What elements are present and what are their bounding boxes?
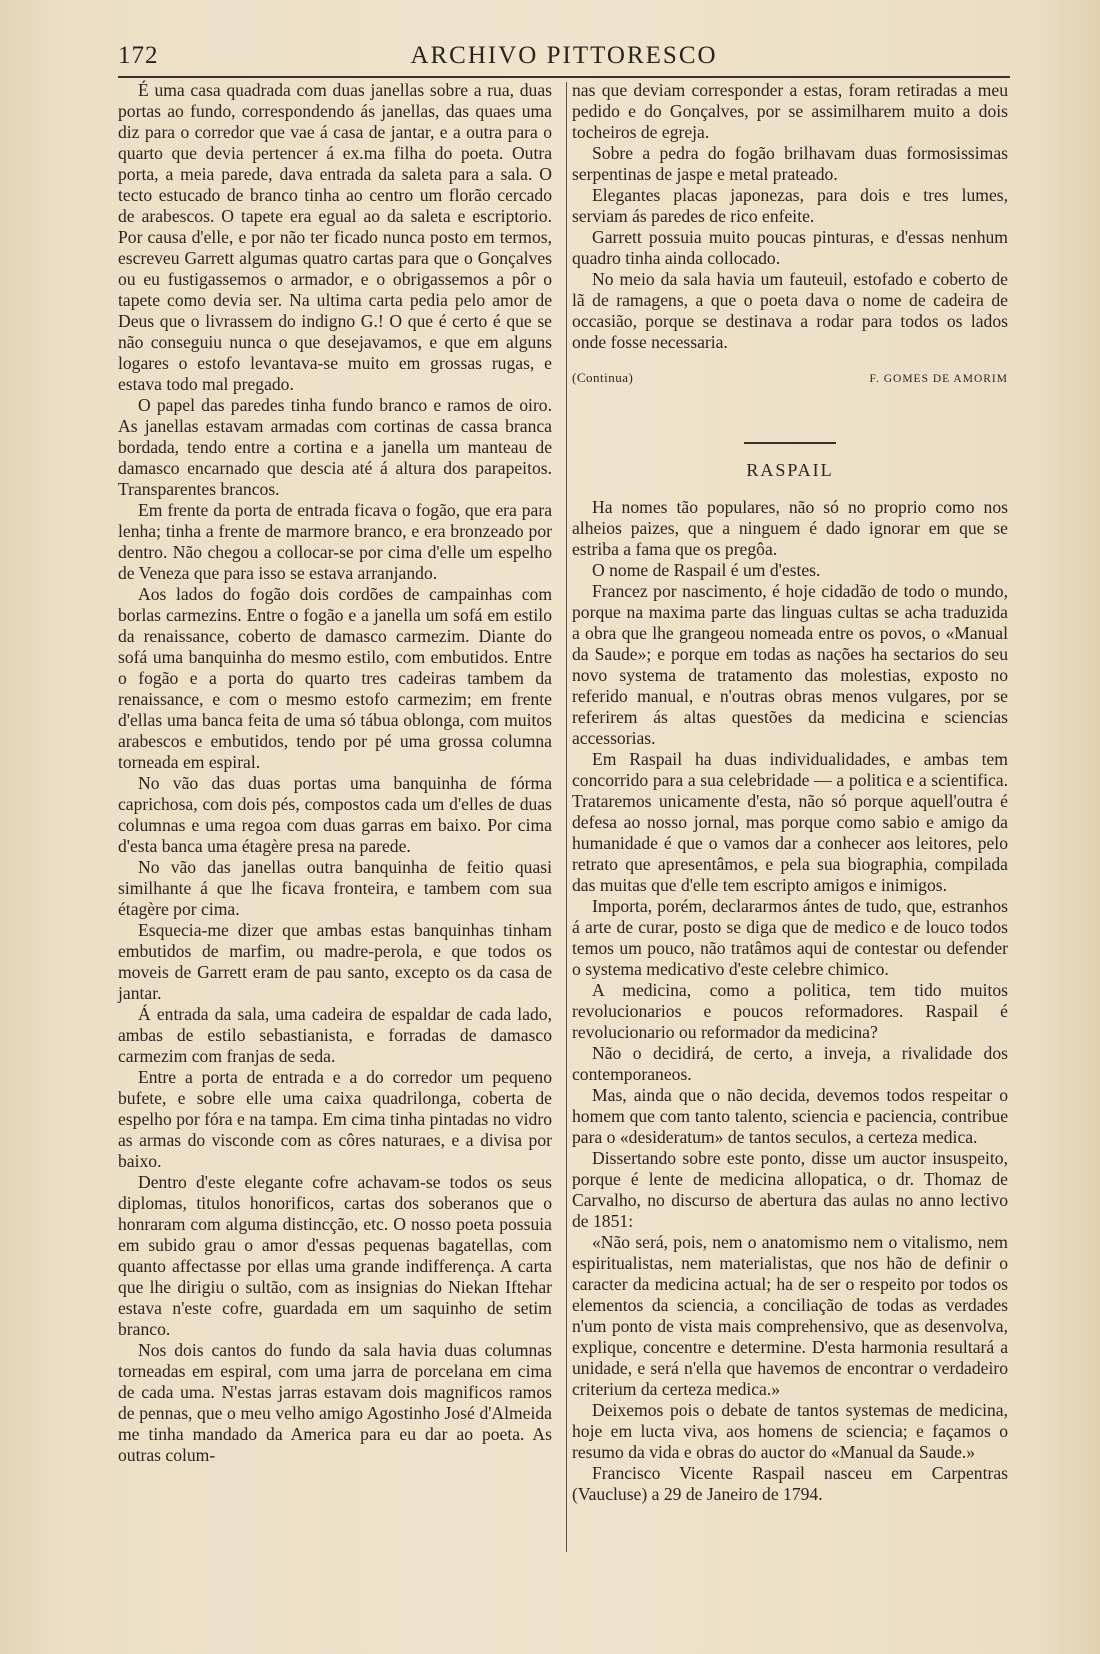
paragraph: Francisco Vicente Raspail nasceu em Carpentras (Vaucluse) a 29 de Janeiro de 1794. [572,1463,1008,1504]
paragraph: Á entrada da sala, uma cadeira de espaldar de cada lado, ambas de estilo sebastianista, e forradas de damasco carmezim com franjas de seda. [118,1004,552,1066]
paragraph: No meio da sala havia um fauteuil, estofado e coberto de lã de ramagens, a que o poeta dava o nome de cadeira de occasião, porque se destinava a rodar para todos os lados onde fosse necessaria. [572,269,1008,352]
paragraph: No vão das duas portas uma banquinha de fórma caprichosa, com dois pés, compostos cada um d'elles de duas columnas e uma regoa com duas garras em baixo. Por cima d'esta banca uma étagère presa na parede. [118,773,552,856]
paragraph: Importa, porém, declararmos ántes de tudo, que, estranhos á arte de curar, posto se diga que de medico e de louco todos temos um pouco, não tratâmos aqui de contestar ou defender o systema medicativo d'este celebre chimico. [572,896,1008,979]
paragraph: Esquecia-me dizer que ambas estas banquinhas tinham embutidos de marfim, ou madre-perola, e que todos os moveis de Garrett eram de pau santo, excepto os da casa de jantar. [118,920,552,1003]
right-column [572,80,1008,1505]
paragraph: O nome de Raspail é um d'estes. [592,560,821,580]
paragraph: Entre a porta de entrada e a do corredor um pequeno bufete, e sobre elle uma caixa quadrilonga, coberta de espelho por fóra e na tampa. Em cima tinha pintadas no vidro as armas do visconde com as côres naturaes, e a divisa por baixo. [118,1067,552,1171]
running-title: ARCHIVO PITTORESCO [410,42,718,69]
paragraph: Deixemos pois o debate de tantos systemas de medicina, hoje em lucta viva, aos homens de sciencia; e façamos o resumo da vida e obras do auctor do «Manual da Saude.» [572,1400,1008,1462]
paragraph: O papel das paredes tinha fundo branco e ramos de oiro. As janellas estavam armadas com cortinas de cassa branca bordada, tendo entre a cortina e a janella um manteau de damasco encarnado que descia até á altura dos parapeitos. Transparentes brancos. [118,395,552,499]
paragraph: Francez por nascimento, é hoje cidadão de todo o mundo, porque na maxima parte das linguas cultas se acha traduzida a obra que lhe grangeou nomeada entre os povos, o «Manual da Saude»; e porque em todas as nações ha sectarios do seu novo systema de tratamento das molestias, exposto no referido manual, e n'outras obras menos vulgares, por se referirem ás altas questões da medicina e sciencias accessorias. [572,581,1008,748]
page-number: 172 [118,42,159,69]
paragraph: nas que deviam corresponder a estas, foram retiradas a meu pedido e do Gonçalves, por se assimilharem muito a dois tocheiros de egreja. [572,80,1008,142]
paragraph: Garrett possuia muito poucas pinturas, e d'essas nenhum quadro tinha ainda collocado. [572,227,1008,268]
column-divider [566,82,567,1552]
paragraph: Nos dois cantos do fundo da sala havia duas columnas torneadas em espiral, com uma jarra de porcelana em cima de cada uma. N'estas jarras estavam dois magnificos ramos de pennas, que o meu velho amigo Agostinho José d'Almeida me tinha mandado da America para eu dar ao poeta. As outras colum- [118,1340,552,1465]
paragraph: A medicina, como a politica, tem tido muitos revolucionarios e poucos reformadores. Raspail é revolucionario ou reformador da medicina? [572,980,1008,1042]
paragraph: Mas, ainda que o não decida, devemos todos respeitar o homem que com tanto talento, sciencia e paciencia, contribue para o «desideratum» de tantos seculos, a certeza medica. [572,1085,1008,1147]
section-divider [744,442,836,444]
header-rule [118,76,1010,78]
paragraph: «Não será, pois, nem o anatomismo nem o vitalismo, nem espiritualistas, nem materialistas, que nos hão de definir o caracter da medicina actual; ha de ser o respeito por todos os elementos da sciencia, a conciliação de todas as verdades n'um ponto de vista mais comprehensivo, que as desenvolva, explique, concentre e determine. D'esta harmonia resultará a unidade, e será n'ella que havemos de encontrar o verdadeiro criterium da certeza medica.» [572,1232,1008,1399]
paragraph: Ha nomes tão populares, não só no proprio como nos alheios paizes, que a ninguem é dado ignorar em que se estriba a fama que os pregôa. [572,497,1008,559]
signature-line [572,367,1008,390]
paragraph: Elegantes placas japonezas, para dois e tres lumes, serviam ás paredes de rico enfeite. [572,185,1008,226]
author-signature: F. GOMES DE AMORIM [869,373,1008,385]
left-column [118,80,552,1466]
page-header [118,38,1010,74]
paragraph: Dissertando sobre este ponto, disse um auctor insuspeito, porque é lente de medicina allopatica, o dr. Thomaz de Carvalho, no discurso de abertura das aulas no anno lectivo de 1851: [572,1148,1008,1231]
paragraph: Em Raspail ha duas individualidades, e ambas tem concorrido para a sua celebridade — a politica e a scientifica. Trataremos unicamente d'esta, não só porque aquell'outra é defesa ao nosso jornal, mas porque como sabio e amigo da humanidade é que o vamos dar a conhecer aos leitores, pelo retrato que apresentâmos, e pela sua biographia, compilada das muitas que d'elle tem escripto amigos e inimigos. [572,749,1008,895]
paragraph: Dentro d'este elegante cofre achavam-se todos os seus diplomas, titulos honorificos, cartas dos soberanos que o honraram com alguma distincção, etc. O nosso poeta possuia em subido grau o amor d'essas pequenas bagatellas, com quanto affectasse por ellas uma grande indifferença. A carta que lhe dirigiu o sultão, com as insignias do Niekan Iftehar estava n'este cofre, guardada em um saquinho de setim branco. [118,1172,552,1339]
paragraph: É uma casa quadrada com duas janellas sobre a rua, duas portas ao fundo, correspondendo ás janellas, das quaes uma diz para o corredor que vae á casa de jantar, e a outra para o quarto que devia pertencer á ex.ma filha do poeta. Outra porta, a meia parede, dava entrada da saleta para a sala. O tecto estucado de branco tinha ao centro um florão cercado de arabescos. O tapete era egual ao da saleta e escriptorio. Por causa d'elle, e por não ter ficado nunca posto em termos, escreveu Garrett algumas quatro cartas para que o Gonçalves ou eu fustigassemos o armador, e o obrigassemos a pôr o tapete como devia ser. Na ultima carta pedia pelo amor de Deus que o livrassem do indigno G.! O que é certo é que se não conseguiu nunca o que desejavamos, e que em alguns logares o estofo levantava-se muito em grossas rugas, e estava todo mal pregado. [118,80,552,394]
paragraph: No vão das janellas outra banquinha de feitio quasi similhante á que lhe ficava fronteira, e tambem com sua étagère por cima. [118,857,552,919]
continua-label: (Continua) [572,370,634,385]
paragraph: Em frente da porta de entrada ficava o fogão, que era para lenha; tinha a frente de marmore branco, e era bronzeado por dentro. Não chegou a collocar-se por cima d'elle um espelho de Veneza que para isso se estava arranjando. [118,500,552,583]
article-title: RASPAIL [746,460,834,480]
paragraph: Não o decidirá, de certo, a inveja, a rivalidade dos contemporaneos. [572,1043,1008,1084]
paragraph: Sobre a pedra do fogão brilhavam duas formosissimas serpentinas de jaspe e metal prateado. [572,143,1008,184]
paragraph: Aos lados do fogão dois cordões de campainhas com borlas carmezins. Entre o fogão e a janella um sofá em estilo da renaissance, coberto de damasco carmezim. Diante do sofá uma banquinha do mesmo estilo, com embutidos. Entre o fogão e a porta do quarto tres cadeiras tambem da renaissance, e com o mesmo estofo carmezim; em frente d'ellas uma banca feita de uma só tábua oblonga, com muitos arabescos e embutidos, tendo por pé uma grossa columna torneada em espiral. [118,584,552,772]
